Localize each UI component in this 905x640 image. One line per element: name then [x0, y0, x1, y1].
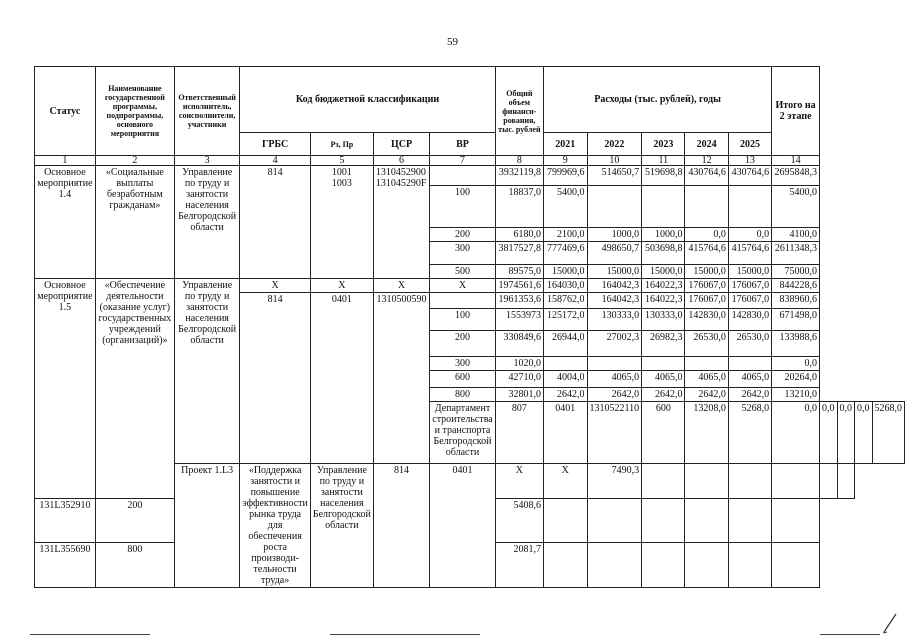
y2023-cell: 0,0	[820, 402, 838, 464]
header-2023: 2023	[642, 133, 685, 156]
y2022-cell: 2642,0	[587, 388, 642, 402]
grbs-cell: 807	[495, 402, 543, 464]
vr-cell: 300	[430, 242, 495, 265]
y2021-cell: 2642,0	[544, 388, 588, 402]
column-number: 14	[772, 156, 820, 166]
y2025-cell: 176067,0	[728, 279, 771, 293]
y2025-cell: 176067,0	[728, 293, 771, 309]
y2022-cell: 0,0	[772, 402, 820, 464]
csr-cell: 1310522110	[587, 402, 642, 464]
y2025-cell: 4065,0	[728, 371, 771, 388]
y2022-cell: 130333,0	[587, 309, 642, 331]
header-executor: Ответственный исполнитель, соисполнители, участники	[174, 67, 239, 156]
y2023-cell: 164022,3	[642, 279, 685, 293]
y2024-cell	[685, 357, 728, 371]
y2021-cell: 777469,6	[544, 242, 588, 265]
stage-total-cell: 75000,0	[772, 265, 820, 279]
y2023-cell: 503698,8	[642, 242, 685, 265]
y2022-cell: 164042,3	[587, 279, 642, 293]
column-number: 7	[430, 156, 495, 166]
column-number: 10	[587, 156, 642, 166]
y2025-cell: 0,0	[855, 402, 873, 464]
table-row	[35, 166, 905, 186]
column-number: 13	[728, 156, 771, 166]
header-grbs: ГРБС	[240, 133, 311, 156]
vr-cell: 100	[430, 309, 495, 331]
status-cell: Проект 1.L3	[174, 464, 239, 588]
vr-cell: 200	[430, 228, 495, 242]
header-rz-pr: Рз, Пр	[310, 133, 373, 156]
column-number: 1	[35, 156, 96, 166]
column-number: 11	[642, 156, 685, 166]
header-2021: 2021	[544, 133, 588, 156]
y2021-cell: 5400,0	[544, 186, 588, 228]
executor-cell: Управление по труду и занятости населения Белгородской области	[174, 166, 239, 279]
y2025-cell	[820, 464, 838, 499]
program-name-cell: «Поддержка занятости и повышение эффективности рынка труда для обеспечения роста производи-тельности труда»	[240, 464, 311, 588]
total-cell: 3817527,8	[495, 242, 543, 265]
vr-cell: 200	[430, 331, 495, 357]
y2023-cell: 15000,0	[642, 265, 685, 279]
column-number: 6	[373, 156, 429, 166]
y2024-cell	[685, 499, 728, 542]
y2021-cell	[544, 357, 588, 371]
y2022-cell	[587, 542, 642, 587]
stage-total-cell	[772, 499, 820, 542]
y2021-cell: 15000,0	[544, 265, 588, 279]
header-csr: ЦСР	[373, 133, 429, 156]
program-name-cell: «Социальные выплаты безработным гражданам»	[95, 166, 174, 279]
rz-pr-cell: Х	[310, 279, 373, 293]
header-2025: 2025	[728, 133, 771, 156]
y2025-cell: 15000,0	[728, 265, 771, 279]
y2021-cell: 799969,6	[544, 166, 588, 186]
y2024-cell: 0,0	[837, 402, 855, 464]
y2022-cell: 1000,0	[587, 228, 642, 242]
page-number: 59	[447, 36, 458, 48]
y2025-cell: 415764,6	[728, 242, 771, 265]
y2023-cell	[642, 499, 685, 542]
y2024-cell: 176067,0	[685, 279, 728, 293]
pen-mark-icon	[881, 612, 899, 634]
stage-total-cell: 13210,0	[772, 388, 820, 402]
y2023-cell	[642, 186, 685, 228]
column-number: 9	[544, 156, 588, 166]
total-cell: 6180,0	[495, 228, 543, 242]
grbs-cell: 814	[240, 166, 311, 279]
program-name-cell: «Обеспечение деятельности (оказание услуг) государственных учреждений (организаций)»	[95, 279, 174, 499]
total-cell: 3932119,8	[495, 166, 543, 186]
stage-total-cell: 2611348,3	[772, 242, 820, 265]
y2022-cell	[587, 357, 642, 371]
rz-pr-cell: 0401	[430, 464, 495, 588]
total-cell: 18837,0	[495, 186, 543, 228]
header-stage-total: Итого на 2 этапе	[772, 67, 820, 156]
y2024-cell: 176067,0	[685, 293, 728, 309]
y2025-cell: 2642,0	[728, 388, 771, 402]
y2021-cell: 5268,0	[728, 402, 771, 464]
executor-cell: Управление по труду и занятости населения Белгородской области	[310, 464, 373, 588]
table-row	[35, 279, 905, 293]
y2025-cell	[728, 499, 771, 542]
y2021-cell: 26944,0	[544, 331, 588, 357]
y2023-cell: 1000,0	[642, 228, 685, 242]
y2024-cell	[772, 464, 820, 499]
y2023-cell: 519698,8	[642, 166, 685, 186]
y2025-cell	[728, 542, 771, 587]
y2025-cell: 26530,0	[728, 331, 771, 357]
stage-total-cell: 838960,6	[772, 293, 820, 309]
y2021-cell	[544, 499, 588, 542]
stage-total-cell: 133988,6	[772, 331, 820, 357]
total-cell: 2081,7	[495, 542, 543, 587]
csr-cell: Х	[373, 279, 429, 293]
y2024-cell: 0,0	[685, 228, 728, 242]
total-cell: 89575,0	[495, 265, 543, 279]
stage-total-cell: 5400,0	[772, 186, 820, 228]
total-cell: 1553973	[495, 309, 543, 331]
vr-cell: 200	[95, 499, 174, 542]
csr-cell: 131L352910	[35, 499, 96, 542]
executor-cell: Управление по труду и занятости населения Белгородской области	[174, 279, 239, 464]
y2023-cell: 130333,0	[642, 309, 685, 331]
y2023-cell	[728, 464, 771, 499]
y2024-cell: 430764,6	[685, 166, 728, 186]
y2023-cell: 164022,3	[642, 293, 685, 309]
y2021-cell: 125172,0	[544, 309, 588, 331]
y2024-cell: 415764,6	[685, 242, 728, 265]
header-program-name: Наименование государственной программы, подпрограммы, основного мероприятия	[95, 67, 174, 156]
column-number: 3	[174, 156, 239, 166]
y2022-cell: 4065,0	[587, 371, 642, 388]
grbs-cell: Х	[240, 279, 311, 293]
vr-cell: 600	[430, 371, 495, 388]
grbs-cell: 814	[240, 293, 311, 464]
y2021-cell	[642, 464, 685, 499]
total-cell: 32801,0	[495, 388, 543, 402]
csr-cell: Х	[495, 464, 543, 499]
y2024-cell: 15000,0	[685, 265, 728, 279]
y2021-cell: 164030,0	[544, 279, 588, 293]
y2024-cell: 2642,0	[685, 388, 728, 402]
header-status: Статус	[35, 67, 96, 156]
stage-total-cell: 20264,0	[772, 371, 820, 388]
total-cell: 330849,6	[495, 331, 543, 357]
header-expenses: Расходы (тыс. рублей), годы	[544, 67, 772, 133]
y2025-cell: 142830,0	[728, 309, 771, 331]
y2021-cell	[544, 542, 588, 587]
vr-cell: 300	[430, 357, 495, 371]
total-cell: 13208,0	[685, 402, 728, 464]
y2023-cell	[642, 542, 685, 587]
y2022-cell	[587, 499, 642, 542]
y2024-cell	[685, 542, 728, 587]
csr-cell: 1310500590	[373, 293, 429, 464]
vr-cell: 800	[430, 388, 495, 402]
scan-artifact-line	[330, 634, 480, 635]
column-number: 4	[240, 156, 311, 166]
y2021-cell: 158762,0	[544, 293, 588, 309]
y2023-cell: 26982,3	[642, 331, 685, 357]
header-total-financing: Общий объем финанси-рования, тыс. рублей	[495, 67, 543, 156]
stage-total-cell: 4100,0	[772, 228, 820, 242]
rz-pr-cell: 0401	[544, 402, 588, 464]
y2025-cell: 430764,6	[728, 166, 771, 186]
total-cell: 1961353,6	[495, 293, 543, 309]
column-number: 5	[310, 156, 373, 166]
scan-artifact-line	[30, 634, 150, 635]
status-cell: Основное мероприятие 1.5	[35, 279, 96, 499]
y2024-cell: 4065,0	[685, 371, 728, 388]
csr-cell: 1310452900 131045290F	[373, 166, 429, 279]
y2022-cell: 514650,7	[587, 166, 642, 186]
column-number: 12	[685, 156, 728, 166]
vr-cell: 500	[430, 265, 495, 279]
vr-cell: 100	[430, 186, 495, 228]
vr-cell: Х	[430, 279, 495, 293]
total-cell: 5408,6	[495, 499, 543, 542]
csr-cell: 131L355690	[35, 542, 96, 587]
rz-pr-cell: 0401	[310, 293, 373, 464]
header-2022: 2022	[587, 133, 642, 156]
y2023-cell	[642, 357, 685, 371]
stage-total-cell: 671498,0	[772, 309, 820, 331]
executor-cell: Департамент строительства и транспорта Белгородской области	[430, 402, 495, 464]
vr-cell: Х	[544, 464, 588, 499]
stage-total-cell: 844228,6	[772, 279, 820, 293]
y2022-cell: 15000,0	[587, 265, 642, 279]
y2021-cell: 2100,0	[544, 228, 588, 242]
y2022-cell: 164042,3	[587, 293, 642, 309]
stage-total-cell	[772, 542, 820, 587]
total-cell: 7490,3	[587, 464, 642, 499]
y2025-cell	[728, 357, 771, 371]
header-vr: ВР	[430, 133, 495, 156]
header-budget-code: Код бюджетной классификации	[240, 67, 495, 133]
y2022-cell	[685, 464, 728, 499]
grbs-cell: 814	[373, 464, 429, 588]
total-cell: 42710,0	[495, 371, 543, 388]
y2022-cell: 498650,7	[587, 242, 642, 265]
y2023-cell: 2642,0	[642, 388, 685, 402]
y2023-cell: 4065,0	[642, 371, 685, 388]
total-cell: 1974561,6	[495, 279, 543, 293]
y2024-cell	[685, 186, 728, 228]
stage-total-cell: 0,0	[772, 357, 820, 371]
column-number: 2	[95, 156, 174, 166]
header-2024: 2024	[685, 133, 728, 156]
y2024-cell: 142830,0	[685, 309, 728, 331]
vr-cell: 600	[642, 402, 685, 464]
y2025-cell: 0,0	[728, 228, 771, 242]
column-number: 8	[495, 156, 543, 166]
total-cell: 1020,0	[495, 357, 543, 371]
vr-cell: 800	[95, 542, 174, 587]
status-cell: Основное мероприятие 1.4	[35, 166, 96, 279]
stage-total-cell	[837, 464, 855, 499]
scan-artifact-line	[820, 634, 880, 635]
column-number-row	[35, 156, 905, 166]
vr-cell	[430, 166, 495, 186]
y2022-cell	[587, 186, 642, 228]
y2022-cell: 27002,3	[587, 331, 642, 357]
rz-pr-cell: 1001 1003	[310, 166, 373, 279]
y2021-cell: 4004,0	[544, 371, 588, 388]
stage-total-cell: 5268,0	[872, 402, 905, 464]
vr-cell	[430, 293, 495, 309]
budget-table	[34, 66, 905, 588]
y2025-cell	[728, 186, 771, 228]
stage-total-cell: 2695848,3	[772, 166, 820, 186]
y2024-cell: 26530,0	[685, 331, 728, 357]
